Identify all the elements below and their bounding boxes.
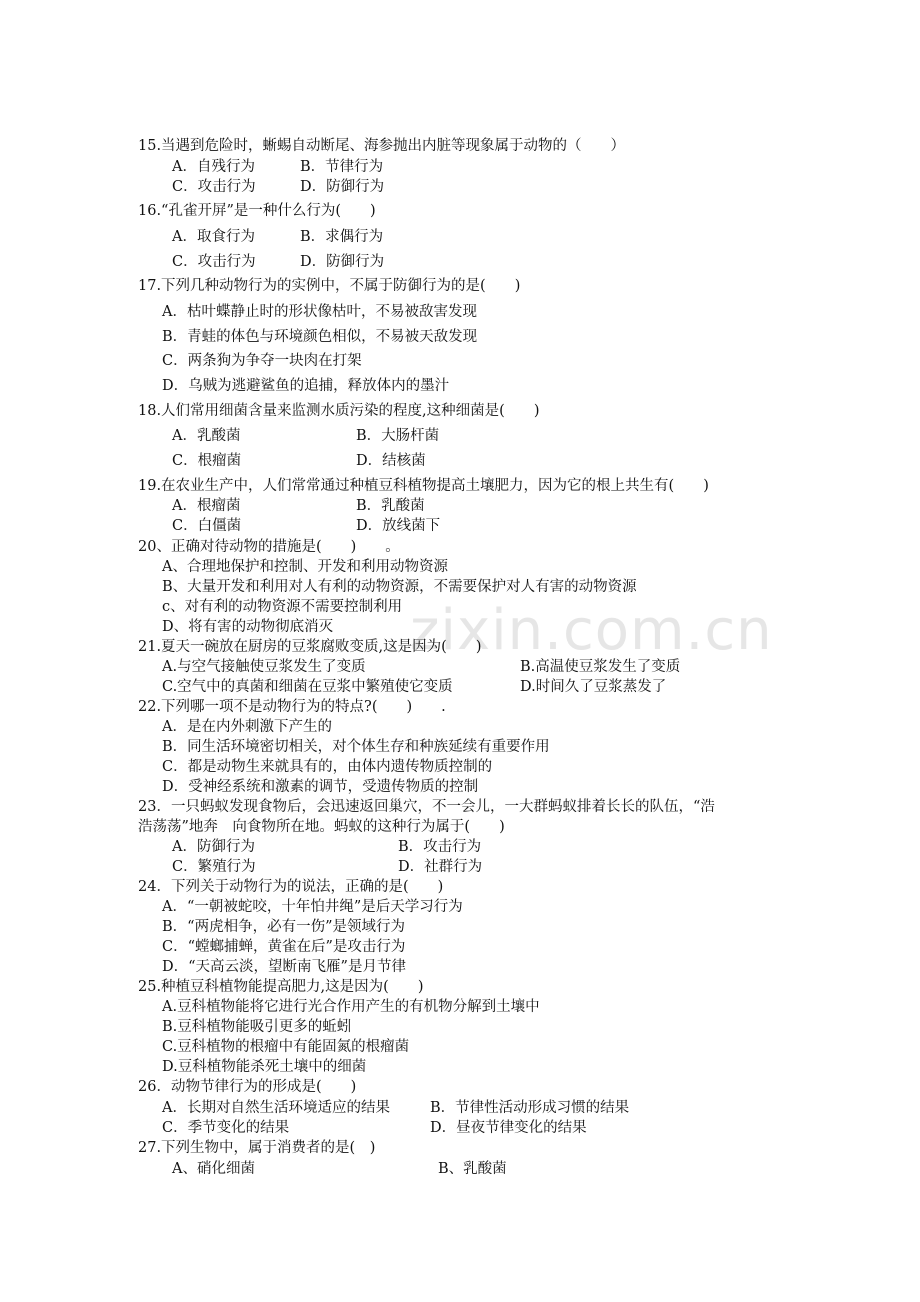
question-24-option-d: D．“天高云淡，望断南飞雁”是月节律 [162, 959, 406, 975]
question-26-stem: 26．动物节律行为的形成是( ) [138, 1079, 357, 1095]
question-22-option-b: B．同生活环境密切相关，对个体生存和种族延续有重要作用 [162, 739, 550, 755]
question-26-option-d: D．昼夜节律变化的结果 [430, 1120, 587, 1136]
question-22-option-d: D．受神经系统和激素的调节，受遗传物质的控制 [162, 779, 479, 795]
question-27-option-b: B、乳酸菌 [438, 1161, 507, 1177]
watermark: zixin.com.cn [410, 598, 773, 663]
question-18-option-a: A．乳酸菌 [172, 428, 241, 444]
question-19-option-c: C．白僵菌 [172, 518, 242, 534]
question-20-option-d: D、将有害的动物彻底消灭 [162, 619, 334, 635]
question-26-option-b: B．节律性活动形成习惯的结果 [430, 1100, 630, 1116]
question-17-option-a: A．枯叶蝶静止时的形状像枯叶，不易被敌害发现 [162, 304, 477, 320]
question-16-stem: 16.“孔雀开屏”是一种什么行为( ) [138, 203, 376, 219]
question-23-option-a: A．防御行为 [172, 839, 255, 855]
question-22-option-c: C．都是动物生来就具有的，由体内遗传物质控制的 [162, 759, 493, 775]
question-20-option-a: A、合理地保护和控制、开发和利用动物资源 [162, 559, 448, 575]
question-16-option-a: A．取食行为 [172, 229, 255, 245]
question-24-option-c: C．“螳螂捕蝉，黄雀在后”是攻击行为 [162, 939, 406, 955]
question-19-option-b: B．乳酸菌 [356, 498, 425, 514]
question-16-option-c: C．攻击行为 [172, 254, 256, 270]
question-23-option-d: D．社群行为 [398, 859, 483, 875]
question-21-option-c: C.空气中的真菌和细菌在豆浆中繁殖使它变质 [162, 679, 453, 695]
question-22-stem: 22.下列哪一项不是动物行为的特点?( ) . [138, 699, 446, 715]
question-19-option-a: A．根瘤菌 [172, 498, 241, 514]
question-17-option-c: C．两条狗为争夺一块肉在打架 [162, 353, 362, 369]
question-18-stem: 18.人们常用细菌含量来监测水质污染的程度,这种细菌是( ) [138, 403, 540, 419]
question-18-option-d: D．结核菌 [356, 453, 426, 469]
question-20-option-b: B、大量开发和利用对人有利的动物资源，不需要保护对人有害的动物资源 [162, 579, 637, 595]
question-22-option-a: A．是在内外刺激下产生的 [162, 719, 332, 735]
question-26-option-c: C．季节变化的结果 [162, 1120, 290, 1136]
question-15-option-a: A．自残行为 [172, 159, 255, 175]
question-23-stem-continued: 浩荡荡”地奔 向食物所在地。蚂蚁的这种行为属于( ) [138, 819, 505, 835]
question-25-stem: 25.种植豆科植物能提高肥力,这是因为( ) [138, 979, 424, 995]
question-24-option-b: B．“两虎相争，必有一伤”是领域行为 [162, 919, 405, 935]
question-20-stem: 20、正确对待动物的措施是( ) 。 [138, 539, 400, 555]
question-16-option-b: B．求偶行为 [300, 229, 384, 245]
question-18-option-c: C．根瘤菌 [172, 453, 242, 469]
question-23-option-c: C．繁殖行为 [172, 859, 256, 875]
question-21-option-a: A.与空气接触使豆浆发生了变质 [162, 659, 366, 675]
question-15-option-b: B．节律行为 [300, 159, 384, 175]
question-25-option-c: C.豆科植物的根瘤中有能固氮的根瘤菌 [162, 1039, 410, 1055]
question-17-option-d: D．乌贼为逃避鲨鱼的追捕，释放体内的墨汁 [162, 378, 450, 394]
question-27-option-a: A、硝化细菌 [172, 1161, 255, 1177]
question-25-option-d: D.豆科植物能杀死土壤中的细菌 [162, 1059, 367, 1075]
question-25-option-b: B.豆科植物能吸引更多的蚯蚓 [162, 1019, 352, 1035]
question-24-stem: 24．下列关于动物行为的说法，正确的是( ) [138, 879, 444, 895]
question-21-stem: 21.夏天一碗放在厨房的豆浆腐败变质,这是因为( ) [138, 639, 482, 655]
question-25-option-a: A.豆科植物能将它进行光合作用产生的有机物分解到土壤中 [162, 999, 540, 1015]
question-21-option-d: D.时间久了豆浆蒸发了 [520, 679, 667, 695]
question-21-option-b: B.高温使豆浆发生了变质 [520, 659, 681, 675]
question-16-option-d: D．防御行为 [300, 254, 385, 270]
question-17-option-b: B．青蛙的体色与环境颜色相似，不易被天敌发现 [162, 329, 478, 345]
question-15-option-d: D．防御行为 [300, 179, 385, 195]
question-19-option-d: D．放线菌下 [356, 518, 441, 534]
question-15-stem: 15.当遇到危险时，蜥蜴自动断尾、海参抛出内脏等现象属于动物的（ ） [138, 138, 626, 154]
question-15-option-c: C．攻击行为 [172, 179, 256, 195]
question-18-option-b: B．大肠杆菌 [356, 428, 440, 444]
question-23-stem: 23．一只蚂蚁发现食物后，会迅速返回巢穴，不一会儿，一大群蚂蚁排着长长的队伍，“浩 [138, 799, 715, 815]
question-20-option-c: c、对有利的动物资源不需要控制利用 [162, 599, 403, 615]
question-19-stem: 19.在农业生产中，人们常常通过种植豆科植物提高土壤肥力，因为它的根上共生有( ) [138, 478, 709, 494]
question-23-option-b: B．攻击行为 [398, 839, 482, 855]
question-24-option-a: A．“一朝被蛇咬，十年怕井绳”是后天学习行为 [162, 899, 463, 915]
question-26-option-a: A．长期对自然生活环境适应的结果 [162, 1100, 390, 1116]
question-27-stem: 27.下列生物中，属于消费者的是( ) [138, 1140, 376, 1156]
question-17-stem: 17.下列几种动物行为的实例中，不属于防御行为的是( ) [138, 278, 521, 294]
